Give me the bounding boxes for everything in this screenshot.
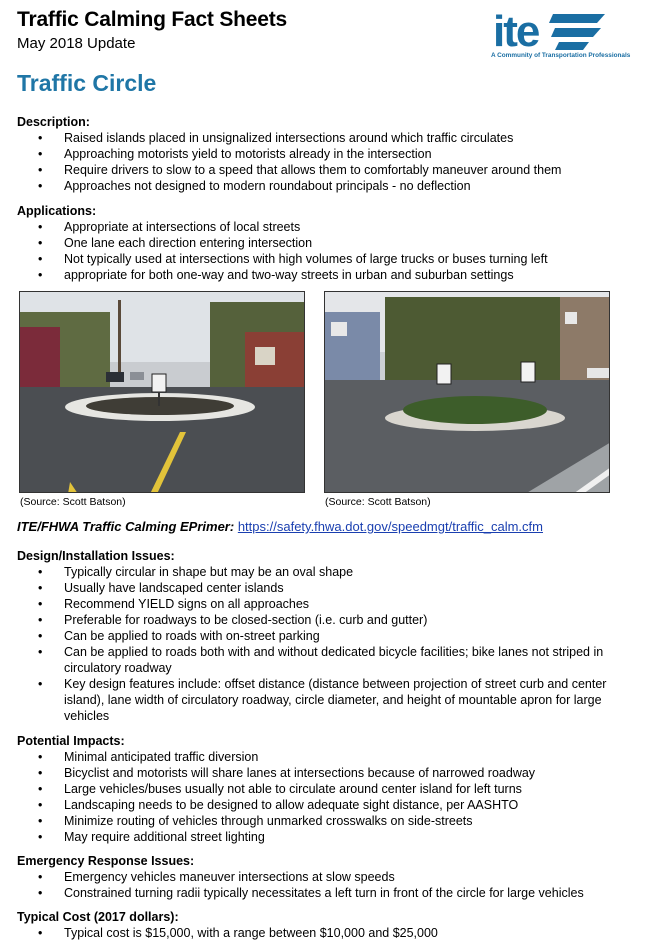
photo-1-caption: (Source: Scott Batson) bbox=[20, 496, 126, 508]
applications-section bbox=[17, 203, 647, 283]
list-item: • Usually have landscaped center islands bbox=[17, 580, 647, 596]
emergency-heading: Emergency Response Issues: bbox=[17, 854, 195, 868]
list-item: • Minimal anticipated traffic diversion bbox=[17, 749, 647, 765]
list-item: • Large vehicles/buses usually not able to circulate around center island for left turns bbox=[17, 781, 647, 797]
photo-2-caption: (Source: Scott Batson) bbox=[325, 496, 431, 508]
design-section bbox=[17, 548, 647, 724]
eprimer-label: ITE/FHWA Traffic Calming EPrimer: bbox=[17, 519, 235, 534]
impacts-section bbox=[17, 733, 647, 845]
list-item: • Raised islands placed in unsignalized intersections around which traffic circulates bbox=[17, 130, 647, 146]
list-item: • Approaching motorists yield to motorists already in the intersection bbox=[17, 146, 647, 162]
list-item: • Key design features include: offset distance (distance between projection of street curb and center island), lane width of circulatory roadway, circle diameter, and height of mountable apron for large vehicles bbox=[17, 676, 647, 724]
impacts-heading: Potential Impacts: bbox=[17, 734, 125, 748]
list-item: • Appropriate at intersections of local streets bbox=[17, 219, 647, 235]
list-item: • Emergency vehicles maneuver intersections at slow speeds bbox=[17, 869, 647, 885]
eprimer-link[interactable]: https://safety.fhwa.dot.gov/speedmgt/traffic_calm.cfm bbox=[237, 519, 543, 534]
design-heading: Design/Installation Issues: bbox=[17, 549, 175, 563]
list-item: • Preferable for roadways to be closed-section (i.e. curb and gutter) bbox=[17, 612, 647, 628]
applications-list bbox=[17, 219, 647, 283]
list-item: • Typically circular in shape but may be an oval shape bbox=[17, 564, 647, 580]
page-title: Traffic Circle bbox=[17, 70, 157, 96]
document-title: Traffic Calming Fact Sheets bbox=[17, 8, 288, 31]
description-list bbox=[17, 130, 647, 194]
eprimer-reference bbox=[17, 519, 543, 534]
list-item: • Bicyclist and motorists will share lanes at intersections because of narrowed roadway bbox=[17, 765, 647, 781]
description-heading: Description: bbox=[17, 115, 90, 129]
list-item: • Constrained turning radii typically necessitates a left turn in front of the circle for large vehicles bbox=[17, 885, 647, 901]
cost-section bbox=[17, 909, 647, 941]
emergency-section bbox=[17, 853, 647, 901]
traffic-circle-photo-2 bbox=[324, 291, 610, 493]
cost-heading: Typical Cost (2017 dollars): bbox=[17, 910, 179, 924]
description-section bbox=[17, 114, 647, 194]
design-list bbox=[17, 564, 647, 724]
impacts-list bbox=[17, 749, 647, 845]
document-subtitle: May 2018 Update bbox=[17, 35, 136, 52]
list-item: • Not typically used at intersections with high volumes of large trucks or buses turning left bbox=[17, 251, 647, 267]
list-item: • Landscaping needs to be designed to allow adequate sight distance, per AASHTO bbox=[17, 797, 647, 813]
list-item: • Recommend YIELD signs on all approaches bbox=[17, 596, 647, 612]
ite-logo-wordmark: ite bbox=[493, 8, 539, 52]
list-item: • May require additional street lighting bbox=[17, 829, 647, 845]
list-item: • One lane each direction entering intersection bbox=[17, 235, 647, 251]
list-item: • Minimize routing of vehicles through unmarked crosswalks on side-streets bbox=[17, 813, 647, 829]
ite-logo-tagline: A Community of Transportation Professionals bbox=[491, 52, 631, 59]
list-item: • Can be applied to roads both with and without dedicated bicycle facilities; bike lanes not striped in circulatory roadway bbox=[17, 644, 647, 676]
list-item: • Require drivers to slow to a speed that allows them to comfortably maneuver around them bbox=[17, 162, 647, 178]
list-item: • Can be applied to roads with on-street parking bbox=[17, 628, 647, 644]
list-item: • appropriate for both one-way and two-way streets in urban and suburban settings bbox=[17, 267, 647, 283]
traffic-circle-photo-1 bbox=[19, 291, 305, 493]
applications-heading: Applications: bbox=[17, 204, 97, 218]
emergency-list bbox=[17, 869, 647, 901]
list-item: • Approaches not designed to modern roundabout principals - no deflection bbox=[17, 178, 647, 194]
cost-list bbox=[17, 925, 647, 941]
list-item: • Typical cost is $15,000, with a range between $10,000 and $25,000 bbox=[17, 925, 647, 941]
